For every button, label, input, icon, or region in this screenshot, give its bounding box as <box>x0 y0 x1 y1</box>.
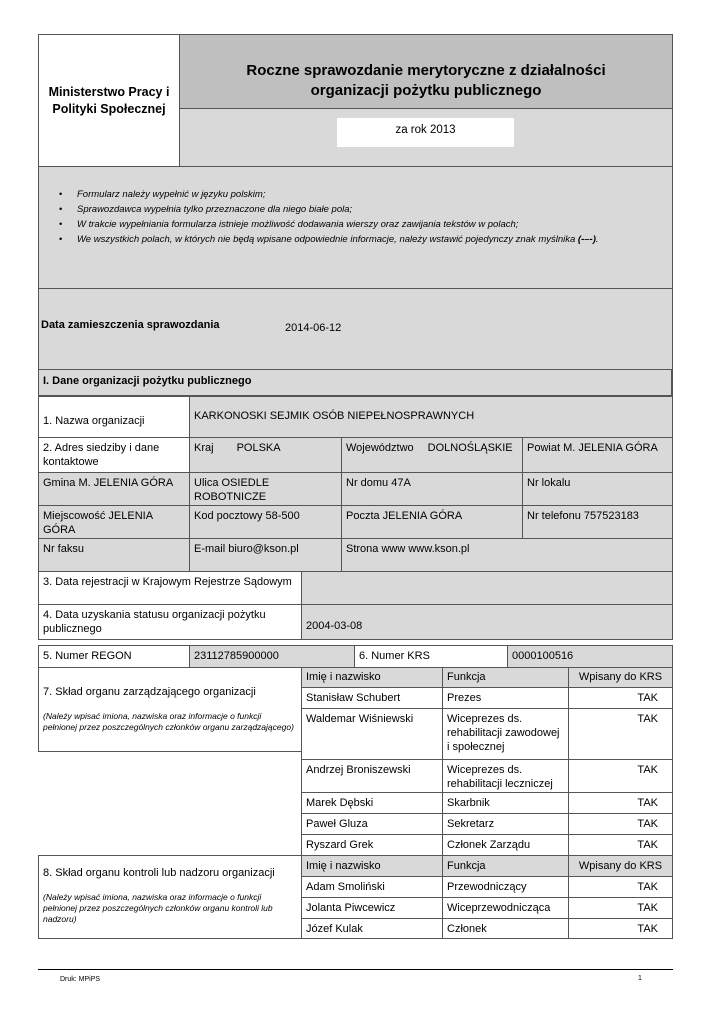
year-field <box>337 118 514 147</box>
board-row-3-function: Wiceprezes ds. rehabilitacji leczniczej <box>442 759 569 793</box>
country-field <box>189 437 342 473</box>
control-row-1-function: Przewodniczący <box>442 876 569 898</box>
board-row-2-name: Waldemar Wiśniewski <box>301 708 443 760</box>
voivodeship-value: DOLNOŚLĄSKIE <box>427 442 513 454</box>
apartment-number-field: Nr lokalu <box>522 472 673 506</box>
control-note: (Należy wpisać imiona, nazwiska oraz informacje o funkcji pełnionej przez poszczególnych członków organu kontroli lub nadzoru) <box>43 892 273 924</box>
phone-field: Nr telefonu 757523183 <box>522 505 673 539</box>
house-number-field: Nr domu 47A <box>341 472 523 506</box>
control-label-box <box>38 855 302 939</box>
control-row-2-krs: TAK <box>568 897 673 919</box>
board-row-4-krs: TAK <box>568 792 673 814</box>
report-date-label: Data zamieszczenia sprawozdania <box>41 319 220 331</box>
website-field: Strona www www.kson.pl <box>341 538 673 572</box>
board-header-krs: Wpisany do KRS <box>568 667 673 688</box>
control-row-2-name: Jolanta Piwcewicz <box>301 897 443 919</box>
board-label-box <box>38 667 302 752</box>
opp-status-value: 2004-03-08 <box>301 604 673 640</box>
country-label: Kraj <box>194 442 214 454</box>
year-label: za rok 2013 <box>395 124 456 136</box>
postal-code-field: Kod pocztowy 58-500 <box>189 505 342 539</box>
post-office-field: Poczta JELENIA GÓRA <box>341 505 523 539</box>
board-row-5-function: Sekretarz <box>442 813 569 835</box>
control-label: 8. Skład organu kontroli lub nadzoru organizacji <box>43 867 275 879</box>
board-row-3-krs: TAK <box>568 759 673 793</box>
board-row-3-name: Andrzej Broniszewski <box>301 759 443 793</box>
country-value: POLSKA <box>236 442 281 454</box>
board-row-1-krs: TAK <box>568 687 673 709</box>
instruction-dash: (-–-) <box>577 234 596 245</box>
report-date-value: 2014-06-12 <box>285 322 342 334</box>
city-field: Miejscowość JELENIA GÓRA <box>38 505 190 539</box>
ministry-box <box>38 34 180 167</box>
board-note: (Należy wpisać imiona, nazwiska oraz informacje o funkcji pełnionej przez poszczególnych członków organu zarządzającego) <box>43 711 294 732</box>
ministry-name: Ministerstwo Pracy i Polityki Społecznej <box>48 84 170 116</box>
instruction-item: • W trakcie wypełniania formularza istnieje możliwość dodawania wierszy oraz zawijania tekstów w polach; <box>43 217 668 232</box>
control-row-3-krs: TAK <box>568 918 673 939</box>
board-row-2-krs: TAK <box>568 708 673 760</box>
control-row-3-function: Członek <box>442 918 569 939</box>
voivodeship-field <box>341 437 523 473</box>
street-field: Ulica OSIEDLE ROBOTNICZE <box>189 472 342 506</box>
board-header-function: Funkcja <box>442 667 569 688</box>
fax-field: Nr faksu <box>38 538 190 572</box>
instruction-item: • Sprawozdawca wypełnia tylko przeznaczone dla niego białe pola; <box>43 202 668 217</box>
form-title-line1: Roczne sprawozdanie merytoryczne z działalności <box>246 62 606 79</box>
instruction-item: • Formularz należy wypełnić w języku polskim; <box>43 187 668 202</box>
board-row-6-function: Członek Zarządu <box>442 834 569 856</box>
krs-number-value: 0000100516 <box>507 645 673 668</box>
title-box <box>179 34 673 109</box>
board-label: 7. Skład organu zarządzającego organizacji <box>43 686 256 698</box>
org-name-value: KARKONOSKI SEJMIK OSÓB NIEPEŁNOSPRAWNYCH <box>189 396 673 438</box>
address-label: 2. Adres siedziby i dane kontaktowe <box>38 437 190 473</box>
board-row-6-name: Ryszard Grek <box>301 834 443 856</box>
email-field: E-mail biuro@kson.pl <box>189 538 342 572</box>
control-row-3-name: Józef Kulak <box>301 918 443 939</box>
board-row-6-krs: TAK <box>568 834 673 856</box>
control-header-function: Funkcja <box>442 855 569 877</box>
voivodeship-label: Województwo <box>346 442 414 454</box>
opp-status-label: 4. Data uzyskania statusu organizacji pożytku publicznego <box>38 604 302 640</box>
regon-value: 23112785900000 <box>189 645 355 668</box>
footer-print-label: Druk: MPiPS <box>60 976 101 983</box>
section1-title: I. Dane organizacji pożytku publicznego <box>38 369 673 397</box>
board-row-2-function: Wiceprezes ds. rehabilitacji zawodowej i społecznej <box>442 708 569 760</box>
instruction-item: • We wszystkich polach, w których nie będą wpisane odpowiednie informacje, należy wstawić pojedynczy znak myślnika (-–-). <box>43 232 668 247</box>
board-header-name: Imię i nazwisko <box>301 667 443 688</box>
board-row-5-name: Paweł Gluza <box>301 813 443 835</box>
instructions-box <box>38 166 673 289</box>
control-row-1-name: Adam Smoliński <box>301 876 443 898</box>
control-row-1-krs: TAK <box>568 876 673 898</box>
footer-rule <box>38 969 673 970</box>
county-field: Powiat M. JELENIA GÓRA <box>522 437 673 473</box>
board-row-4-function: Skarbnik <box>442 792 569 814</box>
footer-page-number: 1 <box>638 975 642 982</box>
control-header-krs: Wpisany do KRS <box>568 855 673 877</box>
control-row-2-function: Wiceprzewodnicząca <box>442 897 569 919</box>
krs-number-label: 6. Numer KRS <box>354 645 508 668</box>
board-row-4-name: Marek Dębski <box>301 792 443 814</box>
krs-registration-value <box>301 571 673 605</box>
regon-label: 5. Numer REGON <box>38 645 190 668</box>
krs-registration-label: 3. Data rejestracji w Krajowym Rejestrze Sądowym <box>38 571 302 605</box>
commune-field: Gmina M. JELENIA GÓRA <box>38 472 190 506</box>
board-row-1-function: Prezes <box>442 687 569 709</box>
board-row-5-krs: TAK <box>568 813 673 835</box>
form-title-line2: organizacji pożytku publicznego <box>310 82 542 99</box>
instructions-list <box>43 187 668 247</box>
org-name-label: 1. Nazwa organizacji <box>38 396 190 438</box>
board-row-1-name: Stanisław Schubert <box>301 687 443 709</box>
control-header-name: Imię i nazwisko <box>301 855 443 877</box>
instruction-text: We wszystkich polach, w których nie będą wpisane odpowiednie informacje, należy wstawić pojedynczy znak myślnika <box>77 234 576 245</box>
